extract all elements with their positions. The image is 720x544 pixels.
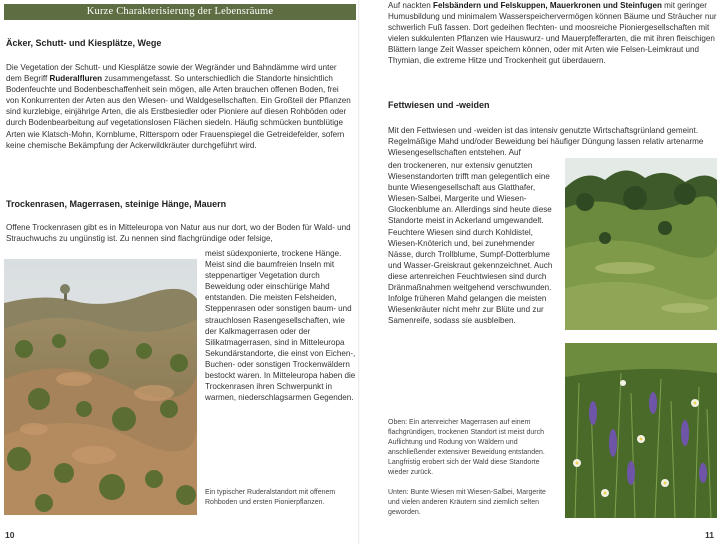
bold-term-ruderalfluren: Ruderalfluren bbox=[49, 74, 103, 84]
text-run: Auf nackten bbox=[388, 1, 433, 10]
section-heading-fettwiesen: Fettwiesen und -weiden bbox=[388, 100, 490, 110]
photo-magerrasen bbox=[565, 158, 717, 330]
text-run: Die Vegetation der Schutt- und Kiesplätze sowie der Wegränder und Bahndämme wird unter dem Begriff bbox=[6, 63, 337, 84]
right-page bbox=[360, 0, 720, 544]
bold-term-felsbaender: Felsbändern und Felskuppen, Mauerkronen und Steinfugen bbox=[433, 1, 662, 10]
text-run: mit geringer Humusbildung und minimalem Wasserspeichervermögen können Bäume und Sträucher nur schwerlich Fuß fassen. Dort gedeihen flechten- und moosreiche Pioniergesellschaften mit vielen sukkulenten Pflanzen wie Hauswurz- und Mauerpfefferarten, die mit ihren fleischigen Blättern lange Zeit Wasser speichern können, oder mit Arten wie Felsen-Leimkraut und Thymian, die extreme Hitze und Trockenheit gut überdauern. bbox=[388, 1, 717, 66]
section-text-fettwiesen-top: Mit den Fettwiesen und -weiden ist das intensiv genutzte Wirtschaftsgrünland gemeint. Regelmäßige Mahd und/oder Beweidung bei häufiger Düngung lassen relativ artenarme Wiesengesellschaften entstehen. Auf bbox=[388, 126, 704, 158]
photo-caption-bottom: Unten: Bunte Wiesen mit Wiesen-Salbei, Margerite und vielen anderen Kräutern sind ziemlich selten geworden. bbox=[388, 489, 546, 516]
page-number-left: 10 bbox=[5, 530, 15, 540]
intro-text-felsbaender bbox=[388, 0, 718, 67]
section-heading-trockenrasen: Trockenrasen, Magerrasen, steinige Hänge, Mauern bbox=[6, 199, 227, 209]
section-heading-aecker: Äcker, Schutt- und Kiesplätze, Wege bbox=[6, 38, 162, 48]
photo-ruderal-site bbox=[4, 259, 197, 515]
photo-bunte-wiese bbox=[565, 343, 717, 518]
text-run: zusammengefasst. So unterschiedlich die Standorte hinsichtlich Bodenfeuchte und Bodenbeschaffenheit sein mögen, alle Arten brauchen offenen Boden, frei von Konkurrenten der Arten aus den Wiesen- und Waldgesellschaften. Ein Großteil der Pflanzen sind kurzlebige, einjährige Arten, die als Erstbesiedler oder Pioniere auf diesen Rohböden oder durch Bodenbearbeitung auf vegetationslosen Flächen siedeln. Häufig schmücken buntblütige Arten wie Klatsch-Mohn, Kornblume, Rittersporn oder Frauenspiegel die Getreidefelder, sofern keine chemische Bekämpfung der Ackerwildkräuter durchgeführt wird. bbox=[6, 74, 351, 150]
section-text-fettwiesen-side: den trockeneren, nur extensiv genutzten Wiesenstandorten trifft man gelegentlich eine bunte Wiesengesellschaft aus Glatthafer, Wiesen-Salbei, Margerite und Wiesen-Glockenblume an. Allerdings sind heute diese Standorte meist in Ackerland umgewandelt. Feuchtere Wiesen sind durch Kohldistel, Wiesen-Knöterich und, bei zunehmender Nässe, durch Trollblume, Sumpf-Dotterblume und Wasser-Greiskraut gekennzeichnet. Auch diese artenreichen Feuchtwiesen sind durch Dränmaßnahmen weitgehend verschwunden. Infolge früheren Mahd gelangen die meisten Wiesenkräuter nicht mehr zur Blüte und zur Samenreife, sodass sie ausbleiben. bbox=[388, 161, 553, 326]
section-text-aecker bbox=[6, 62, 353, 151]
page-number-right: 11 bbox=[705, 530, 714, 540]
photo-caption-ruderal: Ein typischer Ruderalstandort mit offenem Rohboden und ersten Pionierpflanzen. bbox=[205, 489, 336, 506]
chapter-banner: Kurze Charakterisierung der Lebensräume bbox=[4, 4, 356, 20]
photo-caption-top: Oben: Ein artenreicher Magerrasen auf einem flachgründigen, trockenen Standort ist meist durch Auflichtung und Rodung von Wäldern und anschließender extensiver Beweidung entstanden. Langfristig erobert sich der Wald diese Standorte wieder zurück. bbox=[388, 419, 545, 476]
section-text-trockenrasen-side: meist südexponierte, trockene Hänge. Meist sind die baumfreien Inseln mit steppenartiger Vegetation durch Beweidung oder einschürige Mahd entstanden. Die meisten Felsheiden, Steppenrasen oder sonstigen baum- und strauchlosen Rasengesellschaften, wie der Kalkmagerrasen oder der Silikatmagerrasen, sind in Mitteleuropa Sekundärstandorte, die einst von Eichen-, Buchen- oder sonstigen Trockenwäldern bestockt waren. In Mitteleuropa haben die Trockenrasen ihren Schwerpunkt in warmen, niederschlagsarmen Gegenden. bbox=[205, 249, 356, 403]
section-text-trockenrasen-top: Offene Trockenrasen gibt es in Mitteleuropa von Natur aus nur dort, wo der Boden für Wald- und Strauchwuchs zu ungünstig ist. Zu nennen sind flachgründige oder felsige, bbox=[6, 223, 351, 244]
